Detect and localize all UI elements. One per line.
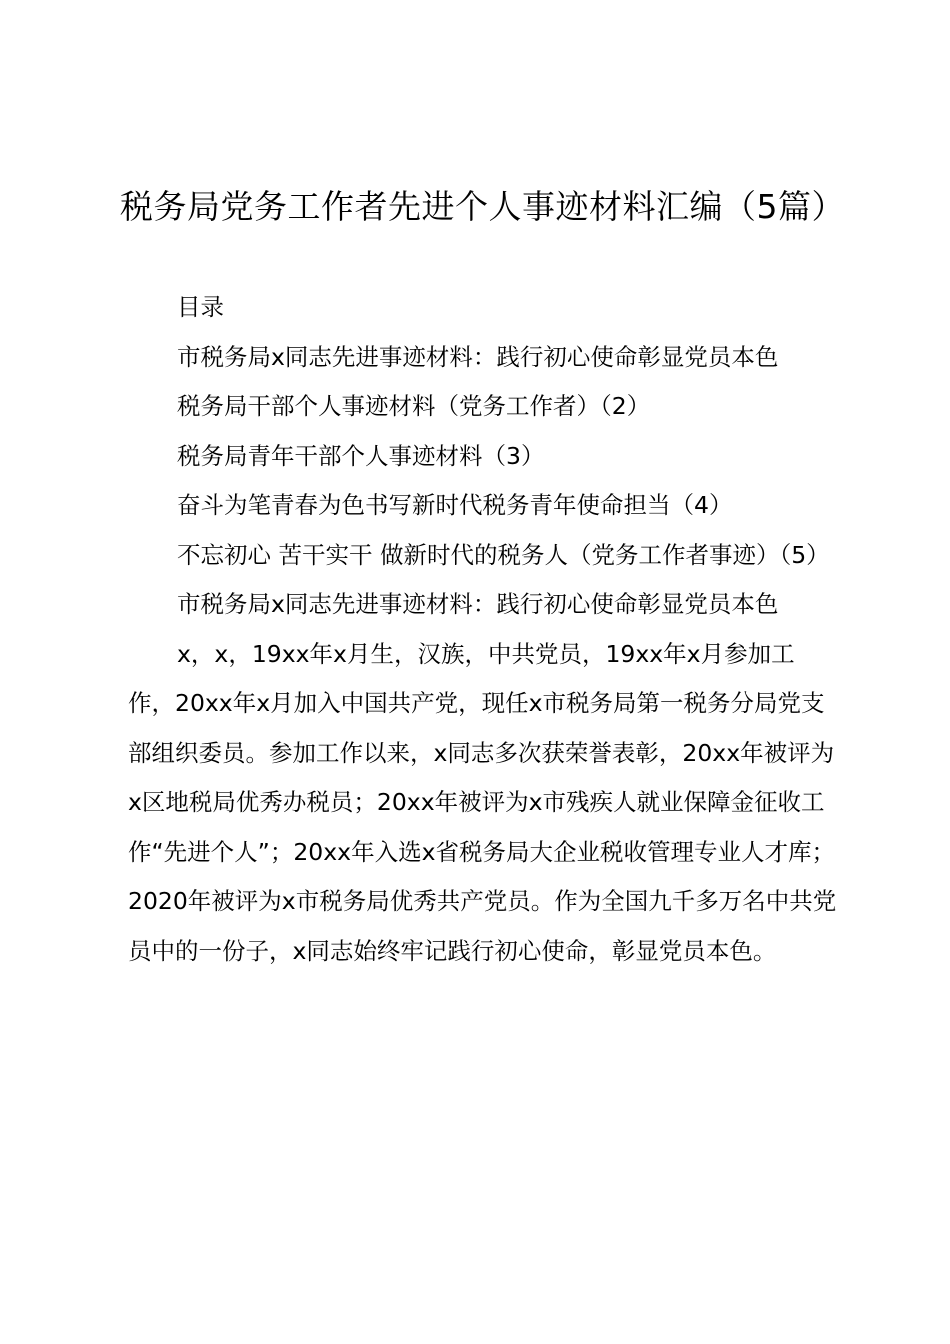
toc-item-2: 税务局干部个人事迹材料（党务工作者）（2）	[177, 392, 651, 420]
section-heading: 市税务局x同志先进事迹材料：践行初心使命彰显党员本色	[177, 590, 779, 618]
toc-item-4: 奋斗为笔青春为色书写新时代税务青年使命担当（4）	[177, 491, 733, 519]
body-paragraph: x，x，19xx年x月生，汉族，中共党员，19xx年x月参加工作，20xx年x月加入中国共产党，现任x市税务局第一税务分局党支部组织委员。参加工作以来，x同志多次获荣誉表彰，20xx年被评为x区地税局优秀办税员；20xx年被评为x市残疾人就业保障金征收工作“先进个人”；20xx年入选x省税务局大企业税收管理专业人才库；2020年被评为x市税务局优秀共产党员。作为全国九千多万名中共党员中的一份子，x同志始终牢记践行初心使命，彰显党员本色。	[128, 639, 837, 965]
toc-item-3: 税务局青年干部个人事迹材料（3）	[177, 441, 545, 470]
toc-heading: 目录	[177, 293, 224, 321]
document-title: 税务局党务工作者先进个人事迹材料汇编（5篇）	[120, 187, 845, 226]
document-body	[128, 283, 838, 976]
toc-item-1: 市税务局x同志先进事迹材料：践行初心使命彰显党员本色	[177, 342, 779, 371]
toc-item-5: 不忘初心 苦干实干 做新时代的税务人（党务工作者事迹）（5）	[177, 540, 830, 569]
